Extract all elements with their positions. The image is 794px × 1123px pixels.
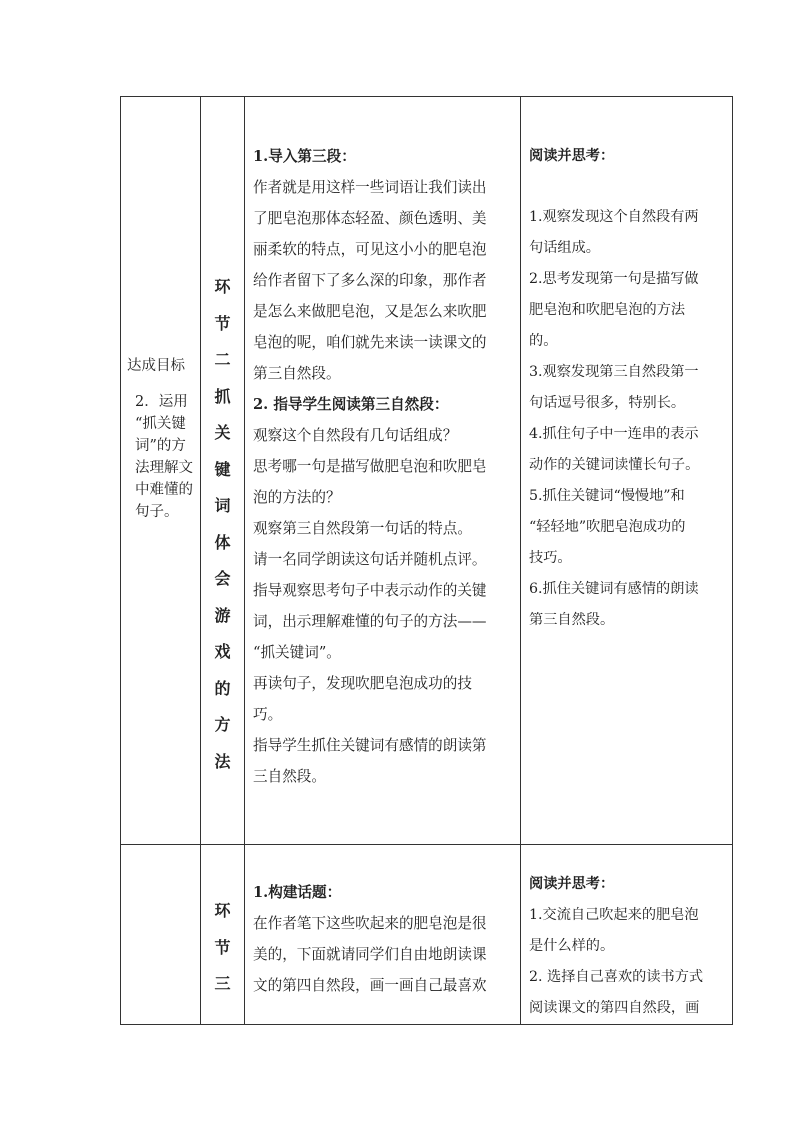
title-char: 环: [214, 901, 231, 920]
goal-label: 达成目标: [127, 358, 185, 374]
title-char: 词: [214, 496, 231, 515]
student-line: 4.抓住句子中一连串的表示: [529, 426, 699, 442]
lesson-plan-table: [120, 96, 733, 1025]
student-line: 动作的关键词读懂长句子。: [529, 457, 700, 473]
spacer: [529, 172, 726, 202]
title-char: 方: [214, 715, 231, 734]
title-char: 抓: [214, 386, 231, 406]
teacher-process-cell: [245, 845, 521, 1025]
process-heading: 1.构建话题：: [253, 884, 342, 901]
teacher-process-text: [245, 97, 520, 792]
empty-goal-cell: [121, 845, 201, 1025]
student-line: 技巧。: [529, 550, 572, 566]
title-char: 三: [214, 974, 231, 993]
process-line: 再读句子，发现吹肥皂泡成功的技: [253, 675, 472, 692]
process-heading: 1.导入第三段：: [253, 148, 356, 165]
student-activity-text: [521, 97, 732, 636]
stage-two-title-cell: [201, 97, 245, 845]
teacher-process-text: [245, 845, 520, 1001]
teacher-process-cell: [245, 97, 521, 845]
process-line: 巧。: [253, 706, 283, 723]
goal-line: 法理解文: [135, 460, 193, 476]
process-line: 是怎么来做肥皂泡，又是怎么来吹肥: [253, 303, 487, 320]
process-line: 观察这个自然段有几句话组成？: [253, 427, 458, 444]
process-line: 皂泡的呢，咱们就先来读一读课文的: [253, 334, 487, 351]
process-line: 给作者留下了多么深的印象，那作者: [253, 272, 487, 289]
process-line: 了肥皂泡那体态轻盈、颜色透明、美: [253, 210, 487, 227]
process-line: 第三自然段。: [253, 365, 341, 382]
process-line: 请一名同学朗读这句话并随机点评。: [253, 551, 487, 568]
student-activity-cell: [521, 97, 733, 845]
stage-two-row: [121, 97, 733, 845]
process-line: 三自然段。: [253, 768, 326, 785]
stage-three-title-cell: [201, 845, 245, 1025]
goal-text: [127, 391, 196, 523]
student-line: 1.观察发现这个自然段有两: [529, 209, 699, 225]
student-line: 6.抓住关键词有感情的朗读: [529, 581, 699, 597]
title-char: 会: [214, 569, 231, 588]
process-line: 指导观察思考句子中表示动作的关键: [253, 582, 487, 599]
goal-line: 词”的方: [135, 438, 186, 454]
student-line: 2. 选择自己喜欢的读书方式: [529, 969, 704, 985]
process-line: 指导学生抓住关键词有感情的朗读第: [253, 737, 487, 754]
title-char: 戏: [214, 642, 231, 661]
goal-line: 句子。: [135, 504, 179, 520]
student-activity-cell: [521, 845, 733, 1025]
student-line: 句话组成。: [529, 240, 600, 256]
process-line: 观察第三自然段第一句话的特点。: [253, 520, 472, 537]
process-line: 词，出示理解难懂的句子的方法——: [253, 613, 487, 630]
title-char: 关: [214, 423, 231, 442]
goal-cell: [121, 97, 201, 845]
student-line: 肥皂泡和吹肥皂泡的方法: [529, 302, 686, 318]
process-line: 丽柔软的特点，可见这小小的肥皂泡: [253, 241, 487, 258]
student-line: 的。: [529, 333, 558, 349]
goal-line: “抓关键: [135, 416, 186, 432]
process-line: 文的第四自然段，画一画自己最喜欢: [253, 977, 487, 994]
student-line: 5.抓住关键词“慢慢地”和: [529, 488, 685, 504]
process-heading: 2. 指导学生阅读第三自然段：: [253, 396, 449, 413]
title-char: 的: [214, 678, 231, 698]
stage-two-title: [201, 97, 244, 780]
process-line: 泡的方法的？: [253, 489, 341, 506]
title-char: 节: [214, 937, 231, 957]
student-line: 阅读课文的第四自然段，画: [529, 1000, 700, 1016]
process-line: 在作者笔下这些吹起来的肥皂泡是很: [253, 915, 487, 932]
student-line: 是什么样的。: [529, 938, 615, 954]
process-line: “抓关键词”。: [253, 644, 341, 661]
title-char: 法: [214, 751, 231, 771]
student-line: 第三自然段。: [529, 612, 615, 628]
title-char: 体: [214, 532, 231, 552]
student-line: 3.观察发现第三自然段第一: [529, 364, 699, 380]
goal-line: 中难懂的: [135, 482, 193, 498]
title-char: 环: [214, 277, 231, 296]
student-heading: 阅读并思考：: [529, 876, 615, 892]
stage-three-title: [201, 845, 244, 1003]
student-line: “轻轻地”吹肥皂泡成功的: [529, 519, 686, 535]
process-line: 美的，下面就请同学们自由地朗读课: [253, 946, 487, 963]
title-char: 节: [214, 313, 231, 333]
title-char: 键: [214, 459, 231, 479]
title-char: 游: [214, 605, 231, 625]
process-line: 思考哪一句是描写做肥皂泡和吹肥皂: [253, 458, 487, 475]
student-line: 句话逗号很多，特别长。: [529, 395, 686, 411]
goal-line: 2．运用: [135, 394, 188, 410]
title-char: 二: [214, 350, 231, 369]
student-line: 2.思考发现第一句是描写做: [529, 271, 699, 287]
stage-three-row: [121, 845, 733, 1025]
student-activity-text: [521, 845, 732, 1024]
process-line: 作者就是用这样一些词语让我们读出: [253, 179, 487, 196]
student-line: 1.交流自己吹起来的肥皂泡: [529, 907, 699, 923]
student-heading: 阅读并思考：: [529, 148, 615, 164]
